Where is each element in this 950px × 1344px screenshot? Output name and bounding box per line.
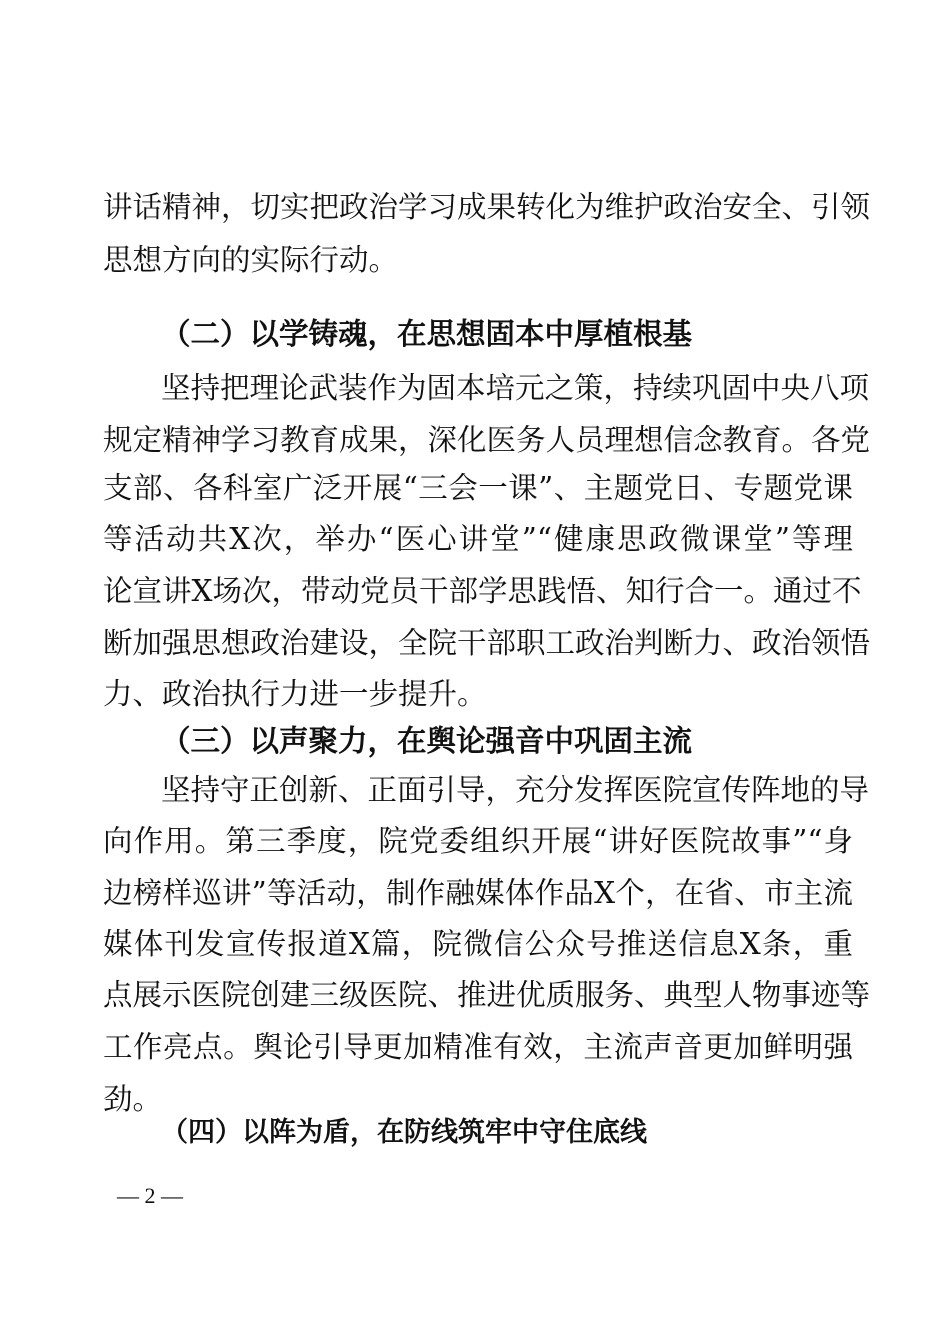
section-2-line-3: 支部、各科室广泛开展“三会一课”、主题党日、专题党课 bbox=[103, 471, 853, 505]
section-2-heading: （二）以学铸魂，在思想固本中厚植根基 bbox=[161, 316, 693, 351]
section-2-line-2: 规定精神学习教育成果，深化医务人员理想信念教育。各党 bbox=[103, 423, 871, 457]
section-3-line-3: 边榜样巡讲”等活动，制作融媒体作品X个，在省、市主流 bbox=[103, 876, 853, 910]
section-2-line-5: 论宣讲X场次，带动党员干部学思践悟、知行合一。通过不 bbox=[103, 574, 862, 608]
section-3-heading: （三）以声聚力，在舆论强音中巩固主流 bbox=[161, 723, 693, 758]
section-2-line-4: 等活动共X次，举办“医心讲堂”“健康思政微课堂”等理 bbox=[103, 522, 853, 556]
section-3-line-4: 媒体刊发宣传报道X篇，院微信公众号推送信息X条，重 bbox=[103, 927, 853, 961]
section-2-line-1: 坚持把理论武装作为固本培元之策，持续巩固中央八项 bbox=[161, 371, 870, 405]
section-4-heading: （四）以阵为盾，在防线筑牢中守住底线 bbox=[161, 1117, 647, 1148]
section-3-line-2: 向作用。第三季度，院党委组织开展“讲好医院故事”“身 bbox=[103, 824, 853, 858]
section-2-line-6: 断加强思想政治建设，全院干部职工政治判断力、政治领悟 bbox=[103, 626, 871, 660]
paragraph-1-line-1: 讲话精神，切实把政治学习成果转化为维护政治安全、引领 bbox=[103, 190, 871, 224]
section-3-line-7: 劲。 bbox=[103, 1082, 163, 1116]
section-2-line-7: 力、政治执行力进一步提升。 bbox=[103, 677, 487, 711]
paragraph-1-line-2: 思想方向的实际行动。 bbox=[103, 243, 399, 277]
section-3-line-1: 坚持守正创新、正面引导，充分发挥医院宣传阵地的导 bbox=[161, 773, 870, 807]
section-3-line-5: 点展示医院创建三级医院、推进优质服务、典型人物事迹等 bbox=[103, 978, 871, 1012]
page-number: — 2 — bbox=[117, 1183, 183, 1208]
section-3-line-6: 工作亮点。舆论引导更加精准有效，主流声音更加鲜明强 bbox=[103, 1030, 853, 1064]
